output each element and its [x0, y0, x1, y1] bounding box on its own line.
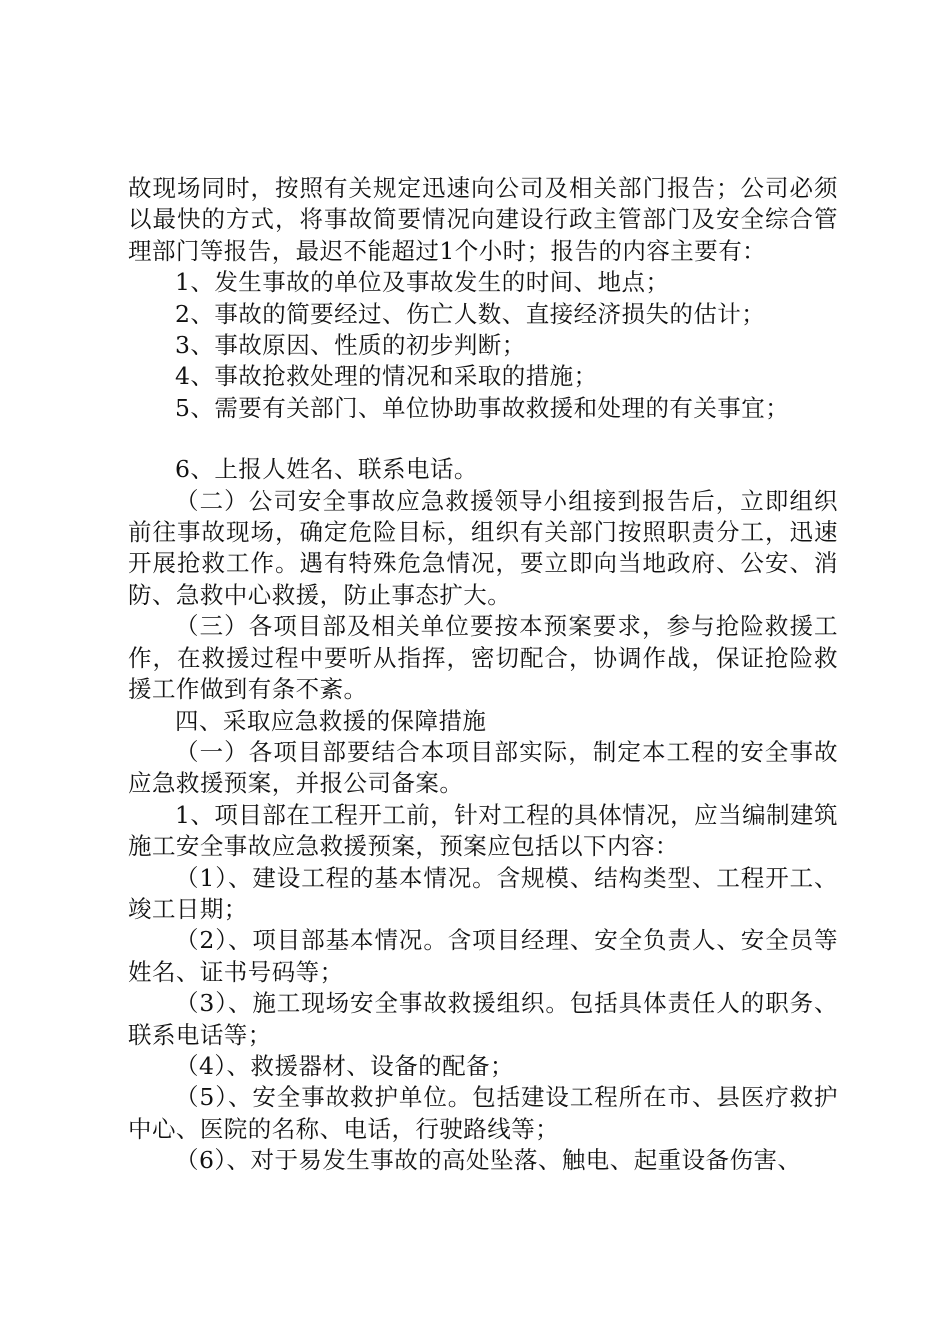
sub-item-4: （4）、救援器材、设备的配备； — [175, 1051, 514, 1080]
list-item-3: 3、事故原因、性质的初步判断； — [175, 331, 526, 360]
sub-item-6: （6）、对于易发生事故的高处坠落、触电、起重设备伤害、 — [175, 1146, 802, 1175]
list-item-6: 6、上报人姓名、联系电话。 — [175, 455, 478, 484]
sub-item-1: （1）、建设工程的基本情况。含规模、结构类型、工程开工、竣工日期； — [128, 863, 838, 923]
sub-item-3: （3）、施工现场安全事故救援组织。包括具体责任人的职务、联系电话等； — [128, 989, 838, 1049]
list-item-2: 2、事故的简要经过、伤亡人数、直接经济损失的估计； — [175, 299, 766, 328]
paragraph-report-requirement: 故现场同时，按照有关规定迅速向公司及相关部门报告；公司必须以最快的方式，将事故简要情况向建设行政主管部门及安全综合管理部门等报告，最迟不能超过1个小时；报告的内容主要有： — [128, 174, 838, 265]
sub-item-2: （2）、项目部基本情况。含项目经理、安全负责人、安全员等姓名、证书号码等； — [128, 926, 838, 986]
list-item-1: 1、发生事故的单位及事故发生的时间、地点； — [175, 268, 670, 297]
paragraph-gap — [128, 424, 838, 454]
list-item-5: 5、需要有关部门、单位协助事故救援和处理的有关事宜； — [175, 393, 790, 422]
sub-item-5: （5）、安全事故救护单位。包括建设工程所在市、县医疗救护中心、医院的名称、电话，行驶路线等； — [128, 1083, 838, 1143]
document-body — [128, 173, 838, 1177]
paragraph-subsection-1: （一）各项目部要结合本项目部实际，制定本工程的安全事故应急救援预案，并报公司备案。 — [128, 737, 838, 798]
paragraph-item-1: 1、项目部在工程开工前，针对工程的具体情况，应当编制建筑施工安全事故应急救援预案，预案应包括以下内容： — [128, 800, 838, 861]
paragraph-section-3: （三）各项目部及相关单位要按本预案要求，参与抢险救援工作，在救援过程中要听从指挥，密切配合，协调作战，保证抢险救援工作做到有条不紊。 — [128, 612, 838, 704]
list-item-4: 4、事故抢救处理的情况和采取的措施； — [175, 362, 598, 391]
paragraph-section-2: （二）公司安全事故应急救援领导小组接到报告后，立即组织前往事故现场，确定危险目标，组织有关部门按照职责分工，迅速开展抢救工作。遇有特殊危急情况，要立即向当地政府、公安、消防、急救中心救援，防止事态扩大。 — [128, 486, 838, 609]
section-heading-4: 四、采取应急救援的保障措施 — [175, 706, 487, 735]
